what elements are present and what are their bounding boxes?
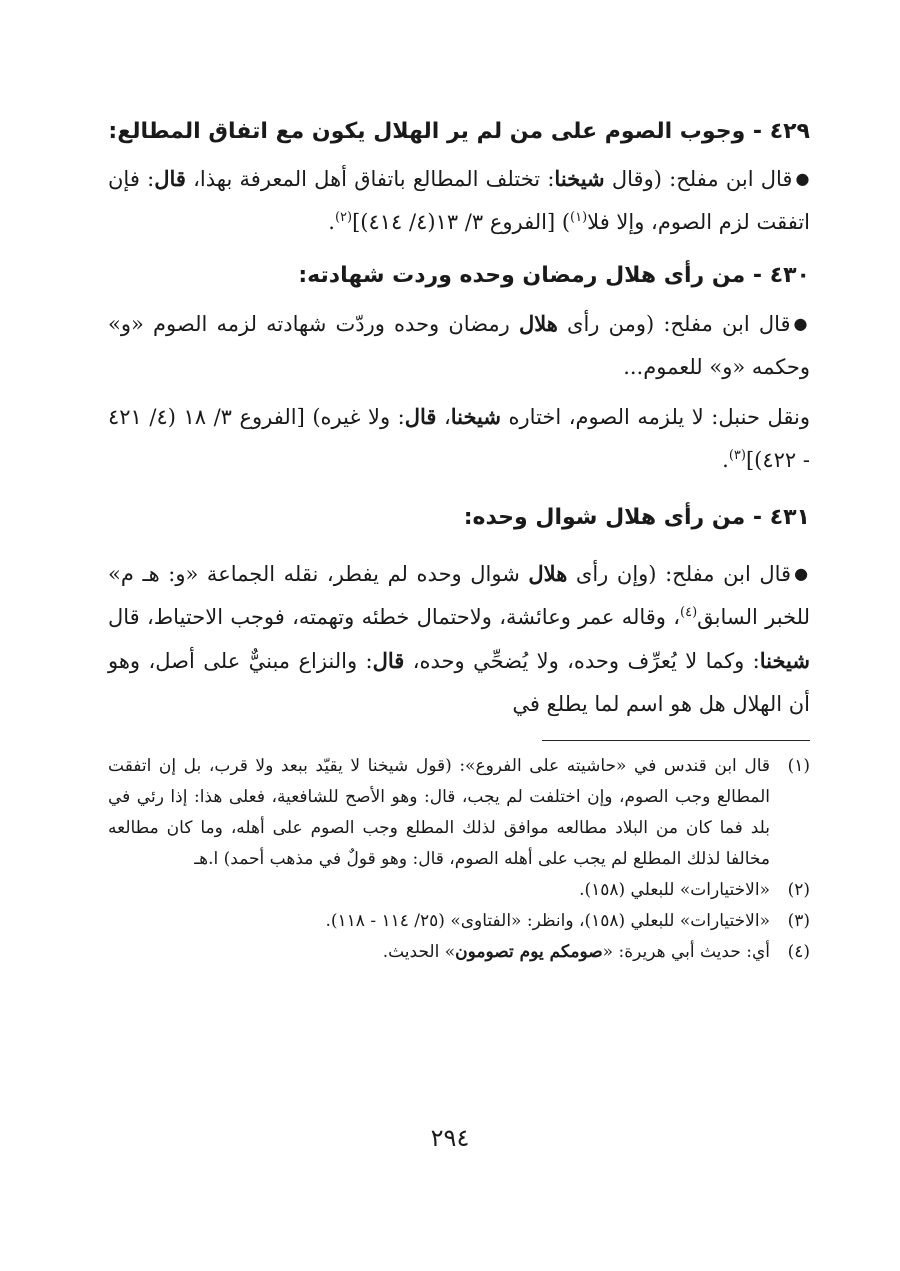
section-431-paragraph: ●قال ابن مفلح: (وإن رأى هلال شوال وحده لم يفطر، نقله الجماعة «و: هـ م» للخبر السابق$^{(٤)}$، وقاله عمر وعائشة، ولاحتمال خطئه وتهمته، فوجب الاحتياط، قال شيخنا: وكما لا يُعرِّف وحده، ولا يُضحِّي وحده، قال: والنزاع مبنيٌّ على أصل، وهو أن الهلال هل هو اسم لما يطلع في <box>108 561 810 716</box>
footnote-divider <box>542 740 810 741</box>
page-body <box>108 108 810 968</box>
footnote-number: (١) <box>787 756 810 776</box>
section-430-paragraph: ●قال ابن مفلح: (ومن رأى هلال رمضان وحده وردّت شهادته لزمه الصوم «و» وحكمه «و» للعموم... <box>108 311 811 379</box>
footnote-text: «الاختيارات» للبعلي (١٥٨)، وانظر: «الفتاوى» (٢٥/ ١١٤ - ١١٨). <box>325 911 770 931</box>
section-430-heading: ٤٣٠ - من رأى هلال رمضان وحده وردت شهادته: <box>298 263 810 288</box>
section-431-heading: ٤٣١ - من رأى هلال شوال وحده: <box>463 505 810 530</box>
footnote-ref-2[interactable]: (٢) <box>334 210 353 225</box>
footnote-2 <box>108 875 810 906</box>
footnote-text: أي: حديث أبي هريرة: «صومكم يوم تصومون» الحديث. <box>382 942 770 962</box>
page-number: ٢٩٤ <box>430 1124 470 1152</box>
footnote-ref-4[interactable]: (٤) <box>680 605 698 620</box>
footnote-number: (٣) <box>787 911 810 931</box>
bullet-icon: ● <box>794 564 810 583</box>
section-430-paragraph-2: ونقل حنبل: لا يلزمه الصوم، اختاره شيخنا، قال: ولا غيره) [الفروع ٣/ ١٨ (٤/ ٤٢١ - ٤٢٢)]$^{(٣)}$. <box>108 404 810 472</box>
footnote-number: (٢) <box>787 880 810 900</box>
footnote-text: قال ابن قندس في «حاشيته على الفروع»: (قول شيخنا لا يقيّد ببعد ولا قرب، بل إن اتفقت المطالع وجب الصوم، وإن اختلفت لم يجب، قال: وهو الأصح للشافعية، فعلى هذا: إذا رئي في بلد فما كان من البلاد مطالعه موافق لذلك المطلع وجب الصوم على أهله، وما كان مطالعه مخالفا لذلك المطلع لم يجب على أهله الصوم، قال: وهو قولٌ في مذهب أحمد) ا.هـ <box>108 756 770 869</box>
footnote-4 <box>108 937 810 968</box>
footnote-3 <box>108 906 810 937</box>
footnote-ref-3[interactable]: (٣) <box>728 448 746 463</box>
footnote-1 <box>108 751 810 875</box>
footnote-number: (٤) <box>787 942 810 962</box>
bullet-icon: ● <box>795 169 810 188</box>
section-429-paragraph: ●قال ابن مفلح: (وقال شيخنا: تختلف المطالع باتفاق أهل المعرفة بهذا، قال: فإن اتفقت لزم الصوم، وإلا فلا$^{(١)}$) [الفروع ٣/ ١٣(٤/ ٤١٤)]$^{(٢)}$. <box>108 166 810 234</box>
footnote-ref-1[interactable]: (١) <box>570 210 588 225</box>
footnote-text: «الاختيارات» للبعلي (١٥٨). <box>579 880 770 900</box>
bullet-icon: ● <box>793 314 811 333</box>
section-429-heading: ٤٢٩ - وجوب الصوم على من لم ير الهلال يكون مع اتفاق المطالع: <box>108 119 810 144</box>
